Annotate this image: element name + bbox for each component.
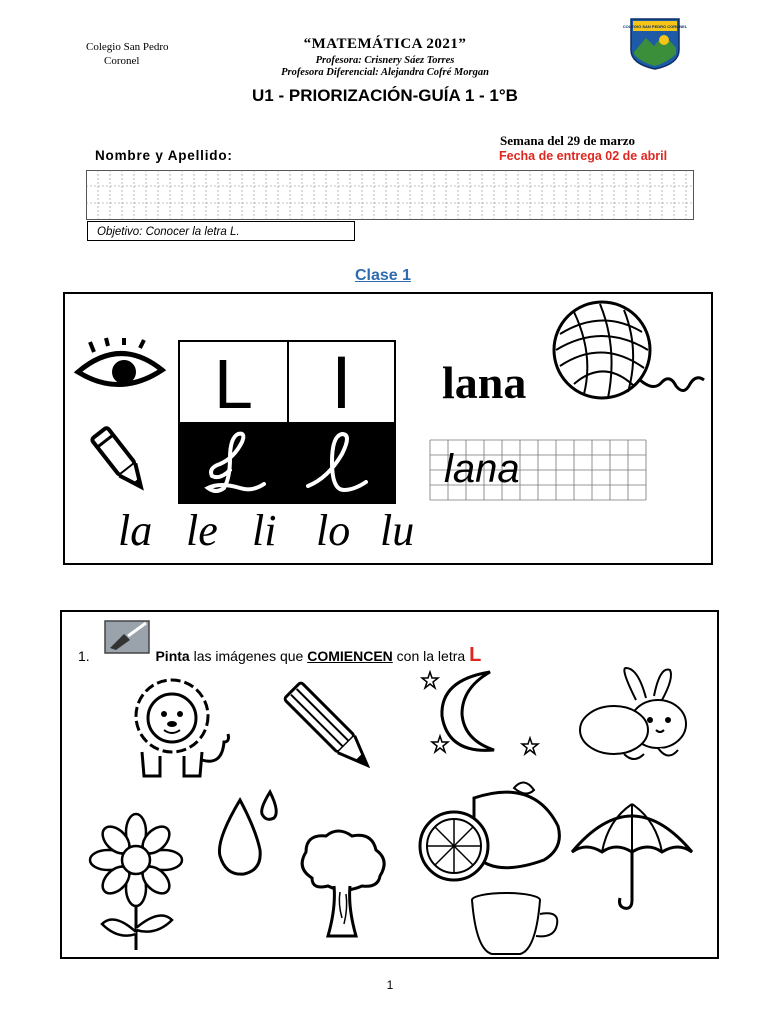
clase-title: Clase 1	[354, 267, 412, 284]
subject-title: “MATEMÁTICA 2021”	[303, 36, 467, 52]
cursive-word-grid	[430, 440, 648, 500]
moon-icon[interactable]	[420, 666, 544, 758]
exercise-instruction	[78, 644, 481, 667]
exercise-number: 1.	[78, 648, 90, 664]
cursive-word-lana: lana	[444, 447, 520, 491]
syllable-row	[100, 505, 430, 557]
syllable-la: la	[118, 506, 153, 555]
letter-block	[178, 340, 396, 504]
upper-letter: L	[214, 345, 253, 423]
eye-icon	[74, 340, 166, 400]
school-crest-icon	[622, 16, 688, 70]
instruction-emphasis: COMIENCEN	[307, 648, 393, 664]
lion-icon[interactable]	[112, 672, 242, 782]
school-name-line2: Coronel	[104, 55, 140, 67]
word-lana: lana	[442, 357, 527, 408]
rabbit-icon[interactable]	[574, 664, 704, 768]
umbrella-icon[interactable]	[568, 796, 696, 912]
cup-icon[interactable]	[468, 890, 564, 958]
school-name-line1: Colegio San Pedro	[86, 41, 169, 53]
tree-icon[interactable]	[292, 828, 392, 942]
cursive-upper-l	[190, 428, 280, 498]
instruction-text1: las imágenes que	[189, 648, 308, 664]
drop-icon[interactable]	[206, 790, 290, 880]
name-label: Nombre y Apellido:	[95, 148, 233, 163]
lower-letter: I	[331, 343, 352, 425]
pencil-drawing-icon	[88, 424, 152, 496]
pencil-icon[interactable]	[282, 680, 382, 780]
syllable-li: li	[252, 506, 277, 555]
instruction-letter: L	[469, 644, 482, 666]
week-text: Semana del 29 de marzo	[500, 133, 636, 148]
crest-text: COLEGIO SAN PEDRO CORONEL	[622, 24, 688, 29]
lemon-icon[interactable]	[414, 778, 564, 888]
flower-icon[interactable]	[84, 812, 188, 952]
teacher-diff-name: Profesora Diferencial: Alejandra Cofré Morgan	[281, 67, 489, 78]
instruction-verb: Pinta	[155, 648, 190, 664]
syllable-lu: lu	[380, 506, 415, 555]
syllable-lo: lo	[316, 506, 351, 555]
syllable-le: le	[186, 506, 218, 555]
teacher-name: Profesora: Crisnery Sáez Torres	[315, 55, 455, 66]
instruction-text2: con la letra	[392, 648, 470, 664]
guide-title: U1 - PRIORIZACIÓN-GUÍA 1 - 1°B	[252, 86, 518, 105]
page-number: 1	[386, 978, 394, 992]
school-name	[86, 40, 169, 68]
teachers	[230, 55, 540, 79]
due-date: Fecha de entrega 02 de abril	[499, 149, 668, 163]
yarn-ball-icon	[544, 298, 710, 402]
cursive-lower-l	[298, 428, 388, 498]
name-writing-grid[interactable]	[86, 170, 694, 220]
objective-box: Objetivo: Conocer la letra L.	[87, 221, 355, 241]
